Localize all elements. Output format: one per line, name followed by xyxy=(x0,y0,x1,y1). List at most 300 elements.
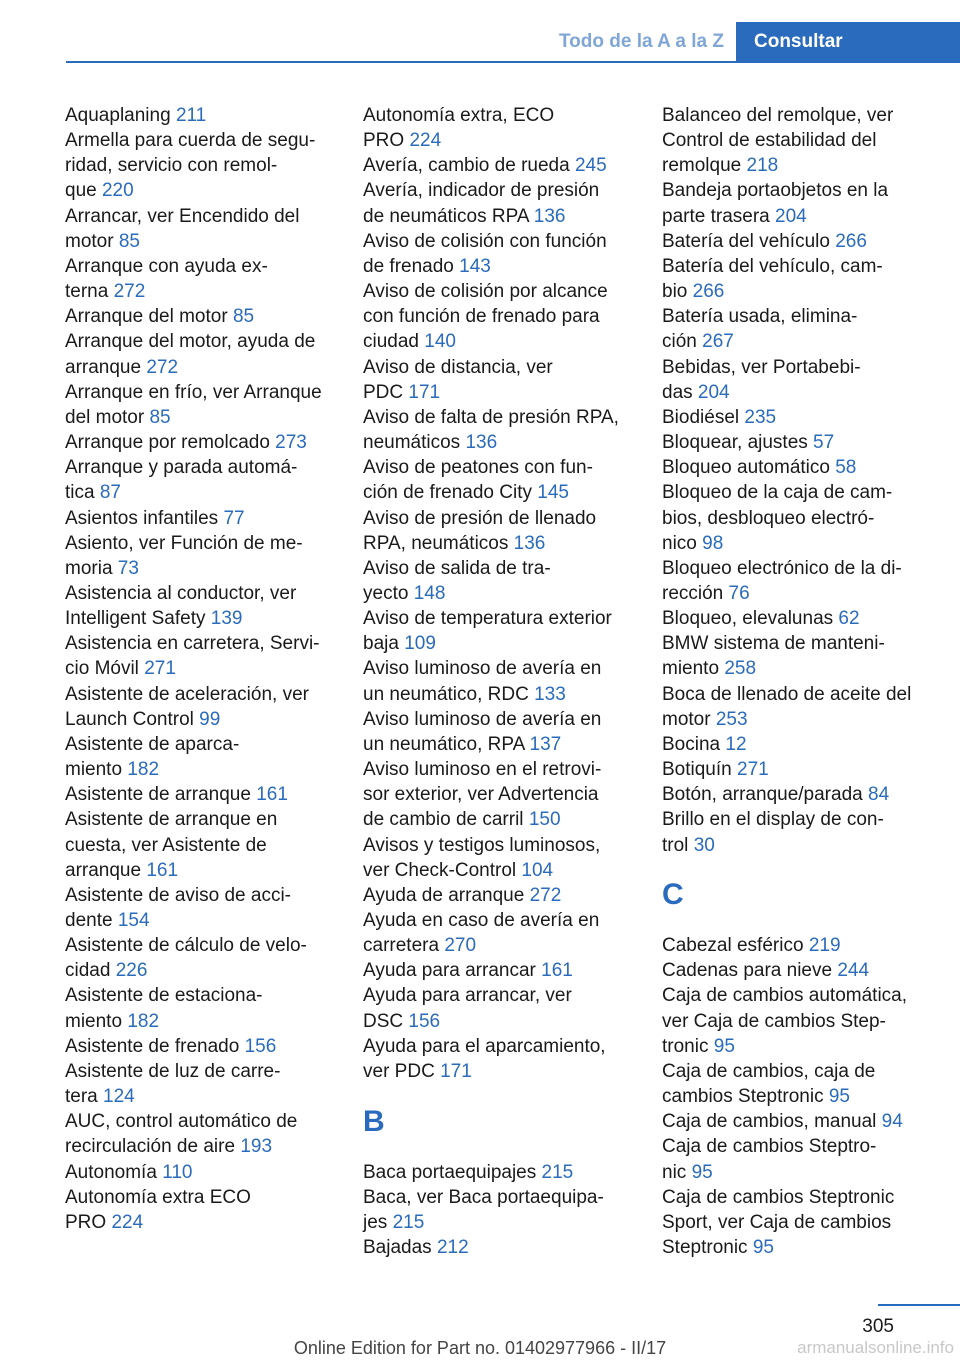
entry-text xyxy=(662,656,924,681)
entry-text xyxy=(363,833,633,858)
entry-text xyxy=(363,858,633,883)
entry-text xyxy=(65,1059,335,1084)
entry-text xyxy=(662,958,924,983)
page-link[interactable]: 76 xyxy=(728,582,750,604)
entry-text xyxy=(65,380,335,405)
index-entry xyxy=(363,606,633,656)
entry-text-segment: recirculación de aire xyxy=(65,1136,236,1158)
page-link[interactable]: 95 xyxy=(752,1237,774,1258)
entry-text-segment: Steptronic xyxy=(662,1237,748,1258)
page-link[interactable]: 62 xyxy=(838,608,860,630)
page-link[interactable]: 211 xyxy=(175,105,207,126)
page-link[interactable]: 124 xyxy=(103,1086,135,1108)
index-entry xyxy=(662,606,924,631)
index-entry xyxy=(65,1160,335,1185)
page-link[interactable]: 140 xyxy=(424,331,456,353)
page-link[interactable]: 215 xyxy=(392,1211,425,1233)
entry-text xyxy=(65,304,335,329)
entry-text-segment: Arranque del motor, ayuda de xyxy=(65,331,316,353)
page-link[interactable]: 224 xyxy=(409,130,442,152)
entry-text-segment: Asistente de aparca- xyxy=(65,733,240,755)
page-link[interactable]: 215 xyxy=(541,1161,574,1183)
entry-text xyxy=(363,581,633,606)
index-entry xyxy=(65,883,335,933)
page-link[interactable]: 95 xyxy=(713,1035,735,1057)
entry-text-segment: bios, desbloqueo electró- xyxy=(662,507,875,529)
page-link[interactable]: 148 xyxy=(413,582,446,604)
index-entry xyxy=(65,1185,335,1235)
entry-text-segment: Bebidas, ver Portabebi- xyxy=(662,356,861,378)
page-link[interactable]: 30 xyxy=(693,834,715,856)
index-entry xyxy=(65,254,335,304)
entry-text-segment: Cabezal esférico xyxy=(662,935,804,957)
entry-text xyxy=(662,204,924,229)
index-entry xyxy=(662,405,924,430)
entry-text-segment: Batería del vehículo xyxy=(662,230,830,252)
page-link[interactable]: 73 xyxy=(117,557,139,579)
entry-text-segment: jes xyxy=(363,1211,388,1233)
index-entry xyxy=(65,933,335,983)
page-link[interactable]: 171 xyxy=(408,381,441,403)
index-entry xyxy=(363,1185,633,1235)
entry-text xyxy=(662,380,924,405)
entry-text xyxy=(65,933,335,958)
entry-text xyxy=(363,757,633,782)
entry-text xyxy=(65,204,335,229)
entry-text-segment: parte trasera xyxy=(662,205,770,227)
page-link[interactable]: 145 xyxy=(537,482,569,504)
index-entry xyxy=(363,1034,633,1084)
entry-text xyxy=(662,1210,924,1235)
page-link[interactable]: 85 xyxy=(118,230,140,252)
entry-text xyxy=(65,254,335,279)
index-entry xyxy=(363,355,633,405)
entry-text xyxy=(363,782,633,807)
index-entry xyxy=(65,103,335,128)
section-letter xyxy=(662,858,924,933)
entry-text xyxy=(662,732,924,757)
entry-text-segment: Aviso de colisión por alcance xyxy=(363,281,608,303)
page-link[interactable]: 84 xyxy=(868,784,890,806)
page-link[interactable]: 109 xyxy=(404,633,436,655)
index-entry xyxy=(662,1134,924,1184)
entry-text-segment: baja xyxy=(363,633,399,655)
page-link[interactable]: 85 xyxy=(232,306,255,328)
entry-text-segment: Aviso de colisión con función xyxy=(363,230,607,252)
page-link[interactable]: 212 xyxy=(436,1237,469,1258)
entry-text-segment: PRO xyxy=(65,1211,107,1233)
entry-text-segment: PRO xyxy=(363,130,405,152)
entry-text xyxy=(662,682,924,707)
index-entry xyxy=(662,480,924,555)
entry-text xyxy=(363,707,633,732)
entry-text-segment: Armella para cuerda de segu- xyxy=(65,130,316,152)
entry-text xyxy=(662,480,924,505)
entry-text-segment: Asistente de aviso de acci- xyxy=(65,884,292,906)
index-entry xyxy=(662,933,924,958)
entry-text xyxy=(65,1210,335,1235)
entry-text xyxy=(363,103,633,128)
page-link[interactable]: 137 xyxy=(529,733,562,755)
page-link[interactable]: 220 xyxy=(101,180,134,202)
section-letter xyxy=(363,1084,633,1159)
entry-text xyxy=(65,556,335,581)
page-link[interactable]: 98 xyxy=(702,532,724,554)
entry-text xyxy=(363,933,633,958)
entry-text-segment: Ayuda para arrancar xyxy=(363,960,536,982)
index-entry xyxy=(363,103,633,153)
page-link[interactable]: 253 xyxy=(715,708,748,730)
page-link[interactable]: 87 xyxy=(99,482,121,504)
entry-text-segment: miento xyxy=(65,759,123,781)
entry-text xyxy=(363,1210,633,1235)
index-entry xyxy=(363,556,633,606)
entry-text xyxy=(363,1235,633,1260)
index-entry xyxy=(363,983,633,1033)
entry-text-segment: Botón, arranque/parada xyxy=(662,784,863,806)
entry-text-segment: arranque xyxy=(65,356,142,378)
entry-text-segment: que xyxy=(65,180,97,202)
entry-text-segment: Asiento, ver Función de me- xyxy=(65,532,303,554)
index-entry xyxy=(65,430,335,455)
entry-text xyxy=(363,531,633,556)
entry-text xyxy=(363,883,633,908)
entry-text xyxy=(65,807,335,832)
entry-text xyxy=(662,631,924,656)
page-link[interactable]: 57 xyxy=(813,432,835,454)
page-link[interactable]: 266 xyxy=(835,230,867,252)
page-link[interactable]: 258 xyxy=(724,658,757,680)
entry-text-segment: de cambio de carril xyxy=(363,809,524,831)
index-entry xyxy=(662,103,924,178)
index-entry xyxy=(363,883,633,908)
entry-text xyxy=(65,631,335,656)
entry-text-segment: tera xyxy=(65,1086,98,1108)
page-link[interactable]: 143 xyxy=(459,255,491,277)
entry-text-segment: ridad, servicio con remol- xyxy=(65,155,278,177)
entry-text-segment: tica xyxy=(65,482,95,504)
page-link[interactable]: 271 xyxy=(144,658,176,680)
entry-text xyxy=(662,430,924,455)
entry-text xyxy=(363,958,633,983)
entry-text-segment: Bocina xyxy=(662,733,721,755)
entry-text xyxy=(662,506,924,531)
page-link[interactable]: 272 xyxy=(146,356,179,378)
entry-text-segment: un neumático, RDC xyxy=(363,683,529,705)
entry-text-segment: Aviso luminoso en el retrovi- xyxy=(363,759,602,781)
index-entry xyxy=(65,1109,335,1159)
index-entry xyxy=(662,430,924,455)
page-link[interactable]: 110 xyxy=(162,1161,193,1183)
entry-text-segment: Ayuda para arrancar, ver xyxy=(363,985,572,1007)
index-entry xyxy=(363,833,633,883)
entry-text-segment: Biodiésel xyxy=(662,406,740,428)
entry-text-segment: Brillo en el display de con- xyxy=(662,809,884,831)
entry-text xyxy=(363,480,633,505)
page-link[interactable]: 235 xyxy=(744,406,777,428)
entry-text xyxy=(65,1109,335,1134)
page-link[interactable]: 161 xyxy=(256,784,288,806)
page-link[interactable]: 272 xyxy=(529,884,562,906)
page-number: 305 xyxy=(862,1316,894,1337)
entry-text xyxy=(65,682,335,707)
entry-text xyxy=(363,506,633,531)
entry-text-segment: Asistente de arranque xyxy=(65,784,251,806)
entry-text xyxy=(662,229,924,254)
index-entry xyxy=(363,908,633,958)
entry-text-segment: sor exterior, ver Advertencia xyxy=(363,784,599,806)
page-link[interactable]: 161 xyxy=(146,859,179,881)
entry-text xyxy=(363,1059,633,1084)
entry-text xyxy=(662,103,924,128)
index-entry xyxy=(363,178,633,228)
entry-text xyxy=(662,531,924,556)
page-link[interactable]: 104 xyxy=(521,859,554,881)
page-link[interactable]: 270 xyxy=(444,935,477,957)
entry-text-segment: Caja de cambios Steptronic xyxy=(662,1186,895,1208)
entry-text-segment: Aviso de presión de llenado xyxy=(363,507,597,529)
page-link[interactable]: 139 xyxy=(210,608,243,630)
entry-text xyxy=(65,732,335,757)
page-link[interactable]: 95 xyxy=(691,1161,713,1183)
entry-text-segment: Asistencia en carretera, Servi- xyxy=(65,633,320,655)
entry-text-segment: Arrancar, ver Encendido del xyxy=(65,205,300,227)
section-tab[interactable]: Consultar xyxy=(736,22,960,62)
entry-text xyxy=(662,757,924,782)
entry-text-segment: Avería, cambio de rueda xyxy=(363,155,570,177)
index-entry xyxy=(662,682,924,732)
entry-text xyxy=(65,833,335,858)
entry-text-segment: Control de estabilidad del xyxy=(662,130,877,152)
entry-text-segment: ver Caja de cambios Step- xyxy=(662,1010,886,1032)
entry-text-segment: cambios Steptronic xyxy=(662,1086,824,1108)
entry-text-segment: Aviso luminoso de avería en xyxy=(363,658,602,680)
page-link[interactable]: 271 xyxy=(737,759,769,781)
entry-text-segment: Autonomía extra ECO xyxy=(65,1186,251,1208)
entry-text-segment: Aviso luminoso de avería en xyxy=(363,708,602,730)
entry-text xyxy=(363,254,633,279)
entry-text xyxy=(363,631,633,656)
entry-text xyxy=(65,958,335,983)
index-entry xyxy=(65,128,335,203)
index-entry xyxy=(363,455,633,505)
page-link[interactable]: 99 xyxy=(199,708,221,730)
entry-text-segment: cuesta, ver Asistente de xyxy=(65,834,267,856)
entry-text xyxy=(363,682,633,707)
entry-text xyxy=(65,229,335,254)
entry-text-segment: cidad xyxy=(65,960,111,982)
index-entry xyxy=(65,329,335,379)
entry-text-segment: Boca de llenado de aceite del xyxy=(662,683,912,705)
entry-text-segment: yecto xyxy=(363,582,409,604)
entry-text-segment: Caja de cambios, manual xyxy=(662,1111,877,1133)
entry-text-segment: Asistente de frenado xyxy=(65,1035,240,1057)
entry-text-segment: PDC xyxy=(363,381,404,403)
page-link[interactable]: 85 xyxy=(149,406,171,428)
entry-text-segment: Asistente de cálculo de velo- xyxy=(65,935,307,957)
page-link[interactable]: 12 xyxy=(725,733,747,755)
page-link[interactable]: 218 xyxy=(746,155,779,177)
entry-text-segment: ciudad xyxy=(363,331,419,353)
entry-text-segment: Aviso de peatones con fun- xyxy=(363,457,593,479)
page-link[interactable]: 204 xyxy=(775,205,807,227)
index-entry xyxy=(65,631,335,681)
page-link[interactable]: 136 xyxy=(465,432,498,454)
entry-text-segment: Bloqueo, elevalunas xyxy=(662,608,834,630)
entry-text-segment: Ayuda en caso de avería en xyxy=(363,910,600,931)
entry-text xyxy=(65,480,335,505)
index-entry xyxy=(363,656,633,706)
entry-text-segment: Caja de cambios automática, xyxy=(662,985,908,1007)
entry-text xyxy=(662,1084,924,1109)
entry-text xyxy=(65,153,335,178)
page-link[interactable]: 154 xyxy=(117,910,150,931)
entry-text-segment: Bandeja portaobjetos en la xyxy=(662,180,889,202)
page-link[interactable]: 156 xyxy=(408,1010,441,1032)
entry-text-segment: Arranque por remolcado xyxy=(65,432,270,454)
entry-text-segment: Asistente de aceleración, ver xyxy=(65,683,309,705)
page-link[interactable]: 224 xyxy=(111,1211,144,1233)
page-link[interactable]: 58 xyxy=(835,457,857,479)
page-link[interactable]: 136 xyxy=(513,532,546,554)
page-link[interactable]: 245 xyxy=(574,155,607,177)
entry-text xyxy=(662,455,924,480)
entry-text xyxy=(363,606,633,631)
page-link[interactable]: 219 xyxy=(808,935,841,957)
entry-text xyxy=(662,556,924,581)
index-entry xyxy=(363,405,633,455)
entry-text-segment: Ayuda para el aparcamiento, xyxy=(363,1035,606,1057)
entry-text xyxy=(65,329,335,354)
index-entry xyxy=(65,732,335,782)
page-link[interactable]: 182 xyxy=(127,1010,160,1032)
entry-text-segment: Asistencia al conductor, ver xyxy=(65,582,297,604)
entry-text xyxy=(662,1059,924,1084)
entry-text xyxy=(662,254,924,279)
entry-text-segment: Bajadas xyxy=(363,1237,432,1258)
index-entry xyxy=(363,757,633,832)
page-link[interactable]: 273 xyxy=(275,432,307,454)
entry-text-segment: Aviso de distancia, ver xyxy=(363,356,553,378)
page-link[interactable]: 133 xyxy=(534,683,566,705)
page-link[interactable]: 136 xyxy=(533,205,566,227)
entry-text-segment: Intelligent Safety xyxy=(65,608,206,630)
entry-text-segment: de frenado xyxy=(363,255,454,277)
entry-text-segment: Ayuda de arranque xyxy=(363,884,525,906)
page-link[interactable]: 161 xyxy=(541,960,573,982)
entry-text xyxy=(363,983,633,1008)
entry-text-segment: Botiquín xyxy=(662,759,732,781)
entry-text-segment: Arranque con ayuda ex- xyxy=(65,255,268,277)
entry-text-segment: carretera xyxy=(363,935,440,957)
entry-text xyxy=(662,355,924,380)
entry-text xyxy=(662,128,924,153)
entry-text xyxy=(363,1034,633,1059)
entry-text xyxy=(662,1109,924,1134)
page-link[interactable]: 156 xyxy=(244,1035,277,1057)
page-link[interactable]: 204 xyxy=(697,381,730,403)
entry-text-segment: un neumático, RPA xyxy=(363,733,525,755)
index-entry xyxy=(662,1059,924,1109)
entry-text xyxy=(363,732,633,757)
entry-text xyxy=(363,556,633,581)
entry-text-segment: Autonomía xyxy=(65,1161,157,1183)
entry-text-segment: DSC xyxy=(363,1010,404,1032)
entry-text-segment: trol xyxy=(662,834,689,856)
entry-text-segment: Asistente de luz de carre- xyxy=(65,1060,281,1082)
page-link[interactable]: 150 xyxy=(528,809,561,831)
entry-text-segment: Bloqueo automático xyxy=(662,457,830,479)
entry-text-segment: Asientos infantiles xyxy=(65,507,219,529)
entry-text xyxy=(363,304,633,329)
entry-text xyxy=(65,782,335,807)
index-column-3 xyxy=(662,103,924,1260)
index-entry xyxy=(662,958,924,983)
page-link[interactable]: 193 xyxy=(240,1136,273,1158)
entry-text xyxy=(662,1034,924,1059)
entry-text xyxy=(662,405,924,430)
page-link[interactable]: 77 xyxy=(223,507,245,529)
entry-text xyxy=(65,531,335,556)
entry-text xyxy=(65,1034,335,1059)
page-link[interactable]: 272 xyxy=(113,281,146,303)
entry-text-segment: de neumáticos RPA xyxy=(363,205,529,227)
header-rule xyxy=(66,61,960,63)
entry-text xyxy=(662,807,924,832)
index-entry xyxy=(662,757,924,782)
page-link[interactable]: 244 xyxy=(837,960,870,982)
entry-text-segment: Arranque del motor xyxy=(65,306,228,328)
entry-text xyxy=(65,858,335,883)
entry-text-segment: Bloqueo electrónico de la di- xyxy=(662,557,902,579)
index-entry xyxy=(65,304,335,329)
entry-text xyxy=(65,707,335,732)
entry-text-segment: Aviso de temperatura exterior xyxy=(363,608,612,630)
entry-text-segment: tronic xyxy=(662,1035,709,1057)
index-entry xyxy=(363,1235,633,1260)
entry-text-segment: rección xyxy=(662,582,724,604)
index-entry xyxy=(662,1185,924,1260)
entry-text xyxy=(662,279,924,304)
entry-text xyxy=(662,1235,924,1260)
page-link[interactable]: 266 xyxy=(692,281,725,303)
entry-text xyxy=(65,455,335,480)
entry-text xyxy=(65,656,335,681)
entry-text-segment: remolque xyxy=(662,155,742,177)
page-link[interactable]: 171 xyxy=(440,1060,472,1082)
footer-edition: Online Edition for Part no. 01402977966 - II/17 xyxy=(293,1338,667,1358)
entry-text xyxy=(65,983,335,1008)
entry-text xyxy=(662,581,924,606)
page-link[interactable]: 226 xyxy=(115,960,148,982)
entry-text xyxy=(363,908,633,933)
page-link[interactable]: 267 xyxy=(702,331,734,353)
entry-text-segment: Arranque y parada automá- xyxy=(65,457,298,479)
entry-text xyxy=(363,807,633,832)
index-entry xyxy=(65,1059,335,1109)
index-entry xyxy=(363,506,633,556)
page-link[interactable]: 94 xyxy=(881,1111,903,1133)
entry-text xyxy=(65,1160,335,1185)
index-entry xyxy=(662,631,924,681)
page-link[interactable]: 182 xyxy=(127,759,160,781)
section-letter-text: B xyxy=(363,1104,385,1138)
entry-text xyxy=(65,908,335,933)
entry-text-segment: nic xyxy=(662,1161,687,1183)
entry-text xyxy=(363,1009,633,1034)
entry-text-segment: Caja de cambios Steptro- xyxy=(662,1136,877,1158)
page-link[interactable]: 95 xyxy=(828,1086,850,1108)
